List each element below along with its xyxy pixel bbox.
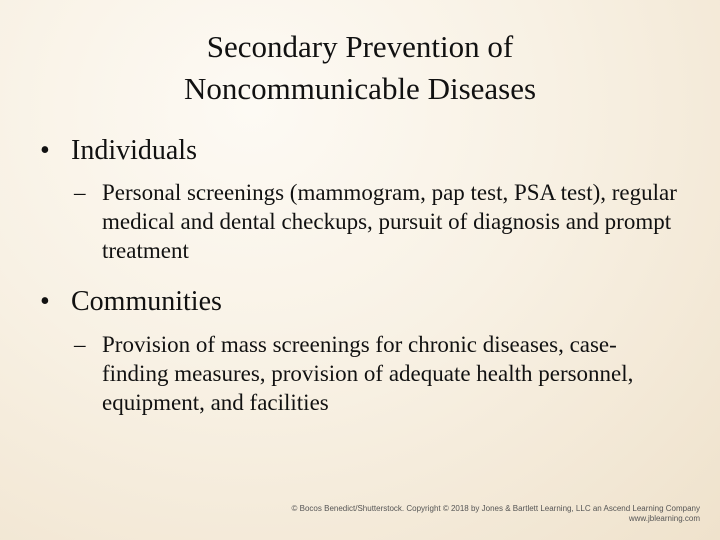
sub-bullet-marker: – <box>74 332 86 357</box>
sub-bullet-communities <box>74 330 684 417</box>
sub-bullet-text: Personal screenings (mammogram, pap test, PSA test), regular medical and dental checkups, pursuit of diagnosis and prompt treatment <box>102 180 677 263</box>
website-text: www.jblearning.com <box>628 514 700 523</box>
title-line-2: Noncommunicable Diseases <box>183 71 537 106</box>
bullet-marker: • <box>40 135 50 166</box>
sub-bullet-marker: – <box>74 180 86 205</box>
bullet-label: Communities <box>71 286 222 317</box>
copyright-footer <box>292 504 700 524</box>
bullet-marker: • <box>40 286 50 317</box>
slide-title <box>60 26 660 110</box>
copyright-text: © Bocos Benedict/Shutterstock. Copyright © 2018 by Jones & Bartlett Learning, LLC an Ascend Learning Company <box>291 504 700 513</box>
sub-bullet-individuals <box>74 178 684 265</box>
bullet-communities <box>40 285 222 319</box>
bullet-individuals <box>40 134 197 168</box>
bullet-label: Individuals <box>71 135 197 166</box>
sub-bullet-text: Provision of mass screenings for chronic diseases, case-finding measures, provision of adequate health personnel, equipment, and facilities <box>102 332 634 415</box>
title-line-1: Secondary Prevention of <box>206 29 514 64</box>
